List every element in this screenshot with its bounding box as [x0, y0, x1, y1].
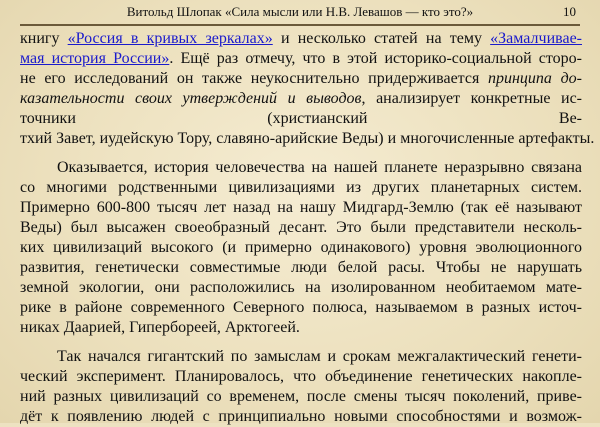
link-russia-crooked-mirrors[interactable]: «Россия в кривых зеркалах» [67, 30, 273, 47]
text-line: мая история России». Ещё раз отмечу, что в этой историко-социальной сторо- [20, 50, 582, 67]
body-text [20, 29, 595, 427]
text-line: не его исследований он также неукоснительно придерживается принципа до- [20, 70, 582, 87]
text-line: Оказывается, история человечества на нашей планете неразрывно связана [57, 159, 582, 176]
text-line: тхий Завет, иудейскую Тору, славяно-арийские Веды) и многочисленные артефакты. [20, 130, 595, 147]
text-line: никах Даарией, Гипербореей, Арктогеей. [20, 319, 300, 336]
text-line: Веды) был высажен своеобразный десант. Это были представители несколь- [20, 219, 582, 236]
paragraph [20, 158, 582, 338]
text-line: со многими родственными цивилизациями из других планетарных систем. [20, 179, 582, 196]
text-line: точники (христианский Ве- [20, 110, 582, 127]
text-line: развития, генетически совместимые люди белой расы. Чтобы не нарушать [20, 259, 582, 276]
link-hushed-history[interactable]: «Замалчивае- [490, 30, 582, 47]
text-line: Примерно 600-800 тысяч лет назад на нашу Мидгард-Землю (так её называют [20, 199, 582, 216]
text-line: рике в районе современного Северного полюса, называемом в разных источ- [20, 299, 582, 316]
running-title: Витольд Шлопак «Сила мысли или Н.В. Левашов — кто это?» [126, 4, 474, 19]
text-line: книгу «Россия в кривых зеркалах» и несколько статей на тему «Замалчивае- [20, 30, 582, 47]
text-line: ний разных цивилизаций со временем, после смены тысяч поколений, приве- [20, 388, 582, 405]
paragraph [20, 347, 582, 427]
emphasis: принципа до- [487, 70, 582, 87]
page-header [20, 0, 580, 26]
text-line: ких цивилизаций высокого (и примерно одинакового) уровня эволюционного [20, 239, 582, 256]
page-number: 10 [563, 4, 576, 19]
emphasis: казательности своих утверждений и выводов [20, 90, 362, 107]
paragraph [20, 29, 595, 149]
text-line: Так начался гигантский по замыслам и срокам межгалактический генети- [57, 348, 582, 365]
link-hushed-history-cont[interactable]: мая история России» [20, 50, 170, 67]
text-line: дёт к появлению людей с принципиально новыми способностями и возмож- [20, 408, 582, 425]
text-line: казательности своих утверждений и выводов, анализирует конкретные ис- [20, 90, 582, 107]
text-line: ческий эксперимент. Планировалось, что объединение генетических накопле- [20, 368, 582, 385]
text-line: земной экологии, они расположились на изолированном необитаемом мате- [20, 279, 582, 296]
